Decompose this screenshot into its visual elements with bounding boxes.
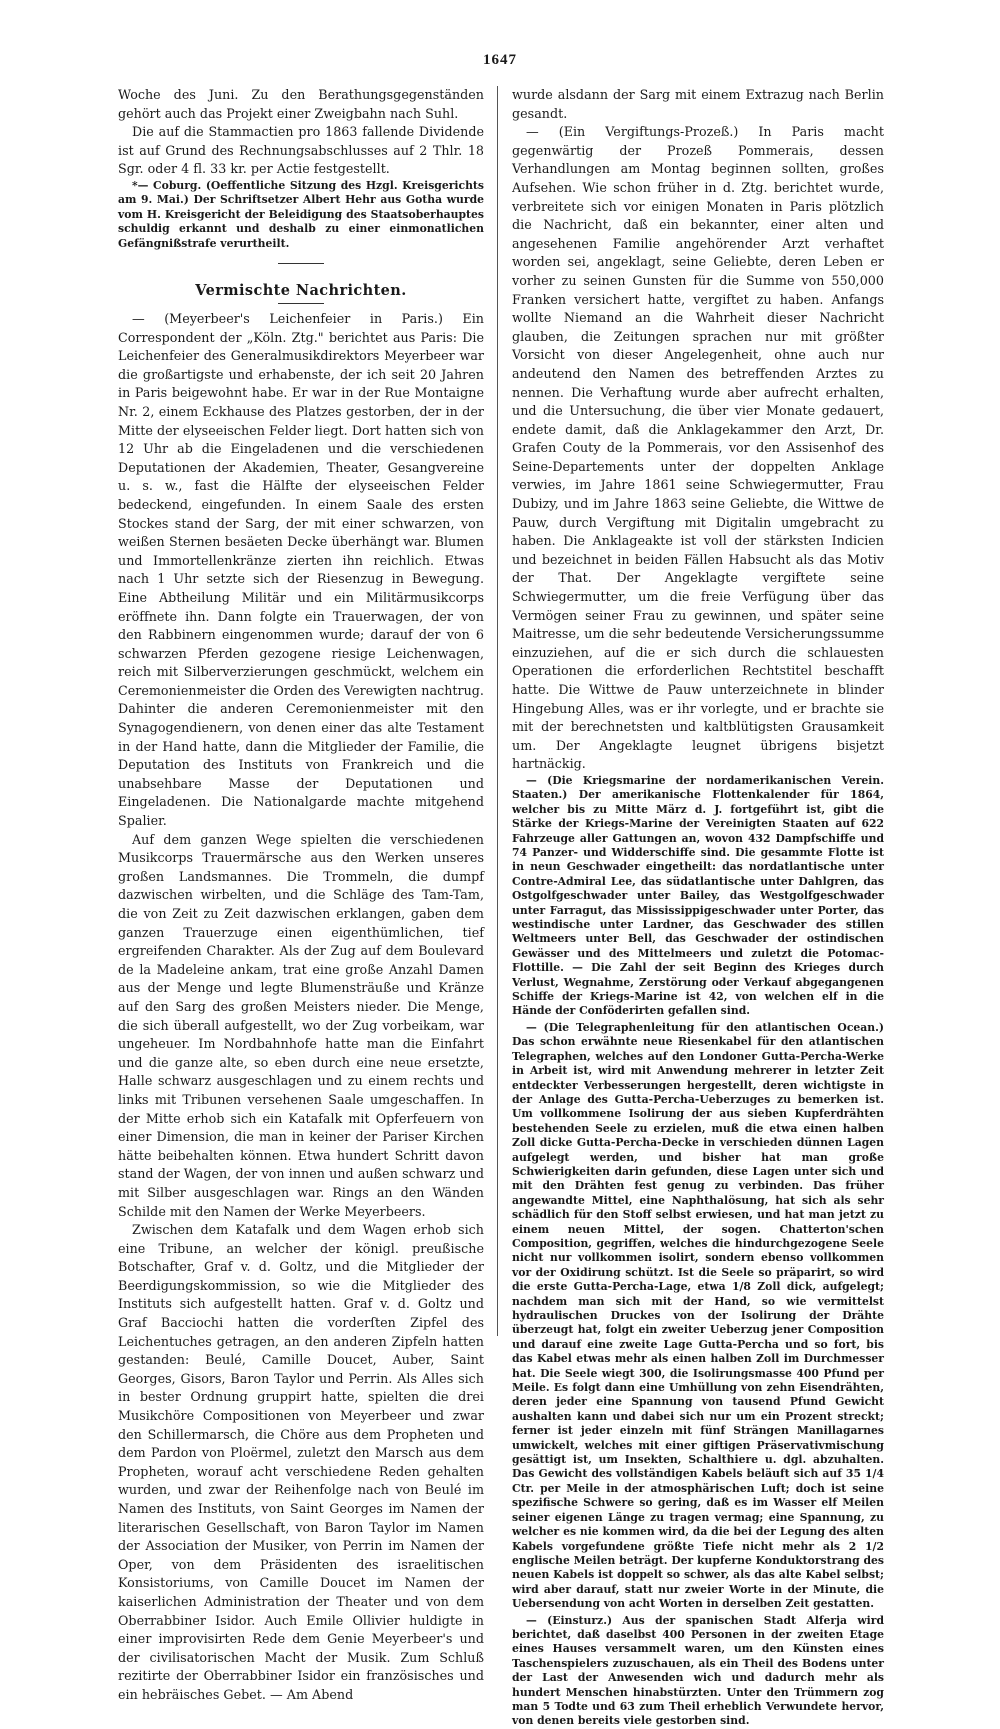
coburg-item: *— Coburg. (Oeffentliche Sitzung des Hzgl. Kreisgerichts am 9. Mai.) Der Schriftsetzer Albert Hehr aus Gotha wurde vom H. Kreisgericht der Beleidigung des Staatsoberhauptes schuldig erkannt und deshalb zu einer einmonatlichen Gefängnißstrafe verurtheilt. xyxy=(118,178,484,250)
left-column xyxy=(118,86,484,1702)
meyerbeer-paragraph-1: — (Meyerbeer's Leichenfeier in Paris.) Ein Correspondent der „Köln. Ztg." berichtet aus Paris: Die Leichenfeier des Generalmusikdirektors Meyerbeer war die großartigste und erhabenste, der ich seit 20 Jahren in Paris beigewohnt habe. Er war in der Rue Montaigne Nr. 2, einem Eckhause des Platzes gestorben, der in der Mitte der elyseeischen Felder liegt. Dort hatten sich von 12 Uhr ab die Eingeladenen und die verschiedenen Deputationen der Akademien, Theater, Gesangvereine u. s. w., fast die Hälfte der elyseeischen Felder bedeckend, eingefunden. In einem Saale des ersten Stockes stand der Sarg, der mit einer schwarzen, von weißen Sternen besäeten Decke überhängt war. Blumen und Immortellenkränze zierten ihn reichlich. Etwas nach 1 Uhr setzte sich der Riesenzug in Bewegung. Eine Abtheilung Militär und ein Militärmusikcorps eröffnete ihn. Dann folgte ein Trauerwagen, der von den Rabbinern eingenommen wurde; darauf der von 6 schwarzen Pferden gezogene riesige Leichenwagen, reich mit Silberverzierungen geschmückt, welchem ein Ceremonienmeister die Orden des Verewigten nachtrug. Dahinter die anderen Ceremonienmeister mit den Synagogendienern, von denen einer das alte Testament in der Hand hatte, dann die Mitglieder der Familie, die Deputation des Instituts von Frankreich und die unabsehbare Masse der Deputationen und Eingeladenen. Die Nationalgarde machte mitgehend Spalier. xyxy=(118,311,484,829)
poisoning-trial-item: — (Ein Vergiftungs-Prozeß.) In Paris macht gegenwärtig der Prozeß Pommerais, dessen Verhandlungen am Montag beginnen sollten, großes Aufsehen. Wie schon früher in d. Ztg. berichtet wurde, verbreitete sich vor einigen Monaten in Paris plötzlich die Nachricht, daß ein bekannter, einer alten und angesehenen Familie angehörender Arzt verhaftet worden sei, angeklagt, seine Geliebte, deren Leben er vorher zu seinen Gunsten für die Summe von 550,000 Franken versichert hatte, vergiftet zu haben. Anfangs wollte Niemand an die Wahrheit dieser Nachricht glauben, die Zeitungen sprachen nur mit größter Vorsicht von dieser Angelegenheit, ohne auch nur andeutend den Namen des betreffenden Arztes zu nennen. Die Verhaftung wurde aber aufrecht erhalten, und die Untersuchung, die über vier Monate gedauert, endete damit, daß die Anklagekammer den Arzt, Dr. Grafen Couty de la Pommerais, vor den Assisenhof des Seine-Departements unter der doppelten Anklage verwies, im Jahre 1861 seine Schwiegermutter, Frau Dubizy, und im Jahre 1863 seine Geliebte, die Wittwe de Pauw, durch Vergiftung mit Digitalin umgebracht zu haben. Die Anklageakte ist voll der stärksten Indicien und bezeichnet in beiden Fällen Habsucht als das Motiv der That. Der Angeklagte vergiftete seine Schwiegermutter, um die freie Verfügung über das Vermögen seiner Frau zu gewinnen, und später seine Maitresse, um die sehr bedeutende Versicherungssumme einzuziehen, auf die er sich durch die schlauesten Operationen die erforderlichen Rechtstitel beschafft hatte. Die Wittwe de Pauw unterzeichnete in blinder Hingebung Alles, was er ihr vorlegte, und er brachte sie mit der berechnetsten und kaltblütigsten Grausamkeit um. Der Angeklagte leugnet übrigens bisjetzt hartnäckig. xyxy=(512,124,884,772)
column-divider xyxy=(497,86,498,1336)
section-rule xyxy=(278,263,324,264)
intro-paragraph: Woche des Juni. Zu den Berathungsgegenständen gehört auch das Projekt einer Zweigbahn nach Suhl. xyxy=(118,87,484,121)
page-number: 1647 xyxy=(483,52,517,68)
right-column xyxy=(512,86,884,1728)
section-rule-below xyxy=(278,303,324,304)
dividend-paragraph: Die auf die Stammactien pro 1863 fallende Dividende ist auf Grund des Rechnungsabschlusses auf 2 Thlr. 18 Sgr. oder 4 fl. 33 kr. per Actie festgestellt. xyxy=(118,124,484,177)
telegraph-item: — (Die Telegraphenleitung für den atlantischen Ocean.) Das schon erwähnte neue Riesenkabel für den atlantischen Telegraphen, welches auf den Londoner Gutta-Percha-Werke in Arbeit ist, wird mit Anwendung mehrerer in letzter Zeit entdeckter Verbesserungen hergestellt, deren wichtigste in der Anlage des Gutta-Percha-Ueberzuges zu bemerken ist. Um vollkommene Isolirung der aus sieben Kupferdrähten bestehenden Seele zu erzielen, muß die etwa einen halben Zoll dicke Gutta-Percha-Decke in verschieden dünnen Lagen aufgelegt werden, und bisher hat man große Schwierigkeiten darin gefunden, diese Lagen unter sich und mit den Drähten fest genug zu verbinden. Das früher angewandte Mittel, eine Naphthalösung, hat sich als sehr schädlich für den Stoff selbst erwiesen, und hat man jetzt zu einem neuen Mittel, der sogen. Chatterton'schen Composition, gegriffen, welches die hindurchgezogene Seele nicht nur vollkommen isolirt, sondern ebenso vollkommen vor der Oxidirung schützt. Ist die Seele so präparirt, so wird die erste Gutta-Percha-Lage, etwa 1/8 Zoll dick, aufgelegt; nachdem man sich mit der Hand, so wie vermittelst hydraulischen Druckes von der Isolirung der Drähte überzeugt hat, folgt ein zweiter Ueberzug jener Composition und darauf eine zweite Lage Gutta-Percha und so fort, bis das Kabel etwas mehr als einen halben Zoll im Durchmesser hat. Die Seele wiegt 300, die Isolirungsmasse 400 Pfund per Meile. Es folgt dann eine Umhüllung von zehn Eisendrähten, deren jeder eine Spannung von tausend Pfund Gewicht aushalten kann und dabei sich nur um ein Prozent streckt; ferner ist jeder einzeln mit fünf Strängen Manillagarnes umwickelt, welches mit einer giftigen Präservativmischung gesättigt ist, um Insekten, Schalthiere u. dgl. abzuhalten. Das Gewicht des vollständigen Kabels beläuft sich auf 35 1/4 Ctr. per Meile in der atmosphärischen Luft; doch ist seine spezifische Schwere so gering, daß es im Wasser elf Meilen seiner eigenen Länge zu tragen vermag; eine Spannung, zu welcher es nie kommen wird, da die bei der Legung des alten Kabels vorgefundene größte Tiefe nicht mehr als 2 1/2 englische Meilen beträgt. Der kupferne Konduktorstrang des neuen Kabels ist doppelt so schwer, als das alte Kabel selbst; wird aber darauf, statt nur zweier Worte in der Minute, die Uebersendung von acht Worten in derselben Zeit gestatten. xyxy=(512,1020,884,1611)
meyerbeer-paragraph-3: Zwischen dem Katafalk und dem Wagen erhob sich eine Tribune, an welcher der königl. preußische Botschafter, Graf v. d. Goltz, und die Mitglieder der Beerdigungskommission, so wie die Mitglieder des Instituts sich aufgestellt hatten. Graf v. d. Goltz und Graf Bacciochi hatten die vorderſten Zipfel des Leichentuches getragen, an den anderen Zipfeln hatten gestanden: Beulé, Camille Doucet, Auber, Saint Georges, Gisors, Baron Taylor und Perrin. Als Alles sich in bester Ordnung gruppirt hatte, spielten die drei Musikchöre Compositionen von Meyerbeer und zwar den Schillermarsch, die Chöre aus dem Propheten und dem Pardon von Ploërmel, zuletzt den Marsch aus dem Propheten, worauf acht verschiedene Reden gehalten wurden, und zwar der Reihenfolge nach von Beulé im Namen des Instituts, von Saint Georges im Namen der literarischen Gesellschaft, von Baron Taylor im Namen der Association der Musiker, von Perrin im Namen der Oper, von dem Präsidenten des israelitischen Konsistoriums, von Camille Doucet im Namen der kaiserlichen Administration der Theater und von dem Oberrabbiner Isidor. Auch Emile Ollivier huldigte in einer improvisirten Rede dem Genie Meyerbeer's und der civilisatorischen Macht der Musik. Zum Schluß rezitirte der Oberrabbiner Isidor ein französisches und ein hebräisches Gebet. — Am Abend xyxy=(118,1222,484,1702)
meyerbeer-paragraph-2: Auf dem ganzen Wege spielten die verschiedenen Musikcorps Trauermärsche aus den Werken unseres großen Landsmannes. Die Trommeln, die dumpf dazwischen wirbelten, und die Schläge des Tam-Tam, die von Zeit zu Zeit dazwischen erklangen, gaben dem ganzen Trauerzuge einen eigenthümlichen, tief ergreifenden Charakter. Als der Zug auf dem Boulevard de la Madeleine ankam, trat eine große Anzahl Damen aus der Menge und legte Blumensträuße und Kränze auf den Sarg des großen Meisters nieder. Die Menge, die sich überall aufgestellt, wo der Zug vorbeikam, war ungeheuer. Im Nordbahnhofe hatte man die Einfahrt und die ganze alte, so eben durch eine neue ersetzte, Halle schwarz ausgeschlagen und zu einem rechts und links mit Tribunen versehenen Saale umgeschaffen. In der Mitte erhob sich ein Katafalk mit Opferfeuern von einer Dimension, die man in keiner der Pariser Kirchen hätte beibehalten können. Etwa hundert Schritt davon stand der Wagen, der von innen und außen schwarz und mit Silber ausgeschlagen war. Rings an den Wänden Schilde mit den Namen der Werke Meyerbeers. xyxy=(118,831,484,1219)
navy-item: — (Die Kriegsmarine der nordamerikanischen Verein. Staaten.) Der amerikanische Flottenkalender für 1864, welcher bis zu Mitte März d. J. fortgeführt ist, gibt die Stärke der Kriegs-Marine der Vereinigten Staaten auf 622 Fahrzeuge aller Gattungen an, wovon 432 Dampfschiffe und 74 Panzer- und Widderschiffe sind. Die gesammte Flotte ist in neun Geschwader eingetheilt: das nordatlantische unter Contre-Admiral Lee, das südatlantische unter Dahlgren, das Ostgolfgeschwader unter Bailey, das Westgolfgeschwader unter Farragut, das Mississippigeschwader unter Porter, das westindische unter Lardner, das Geschwader des stillen Weltmeers unter Bell, das Geschwader der ostindischen Gewässer und des Mittelmeers und zuletzt die Potomac-Flottille. — Die Zahl der seit Beginn des Krieges durch Verlust, Wegnahme, Zerstörung oder Verkauf abgegangenen Schiffe der Kriegs-Marine ist 42, von welchen elf in die Hände der Conföderirten gefallen sind. xyxy=(512,773,884,1018)
collapse-item: — (Einsturz.) Aus der spanischen Stadt Alferja wird berichtet, daß daselbst 400 Personen in der zweiten Etage eines Hauses versammelt waren, um den Künsten eines Taschenspielers zuzuschauen, als ein Theil des Bodens unter der Last der Anwesenden wich und dadurch mehr als hundert Menschen hinabstürzten. Unter den Trümmern zog man 5 Todte und 63 zum Theil erheblich Verwundete hervor, von denen bereits viele gestorben sind. xyxy=(512,1613,884,1728)
continuation-paragraph: wurde alsdann der Sarg mit einem Extrazug nach Berlin gesandt. xyxy=(512,87,884,121)
section-heading: Vermischte Nachrichten. xyxy=(195,282,407,299)
